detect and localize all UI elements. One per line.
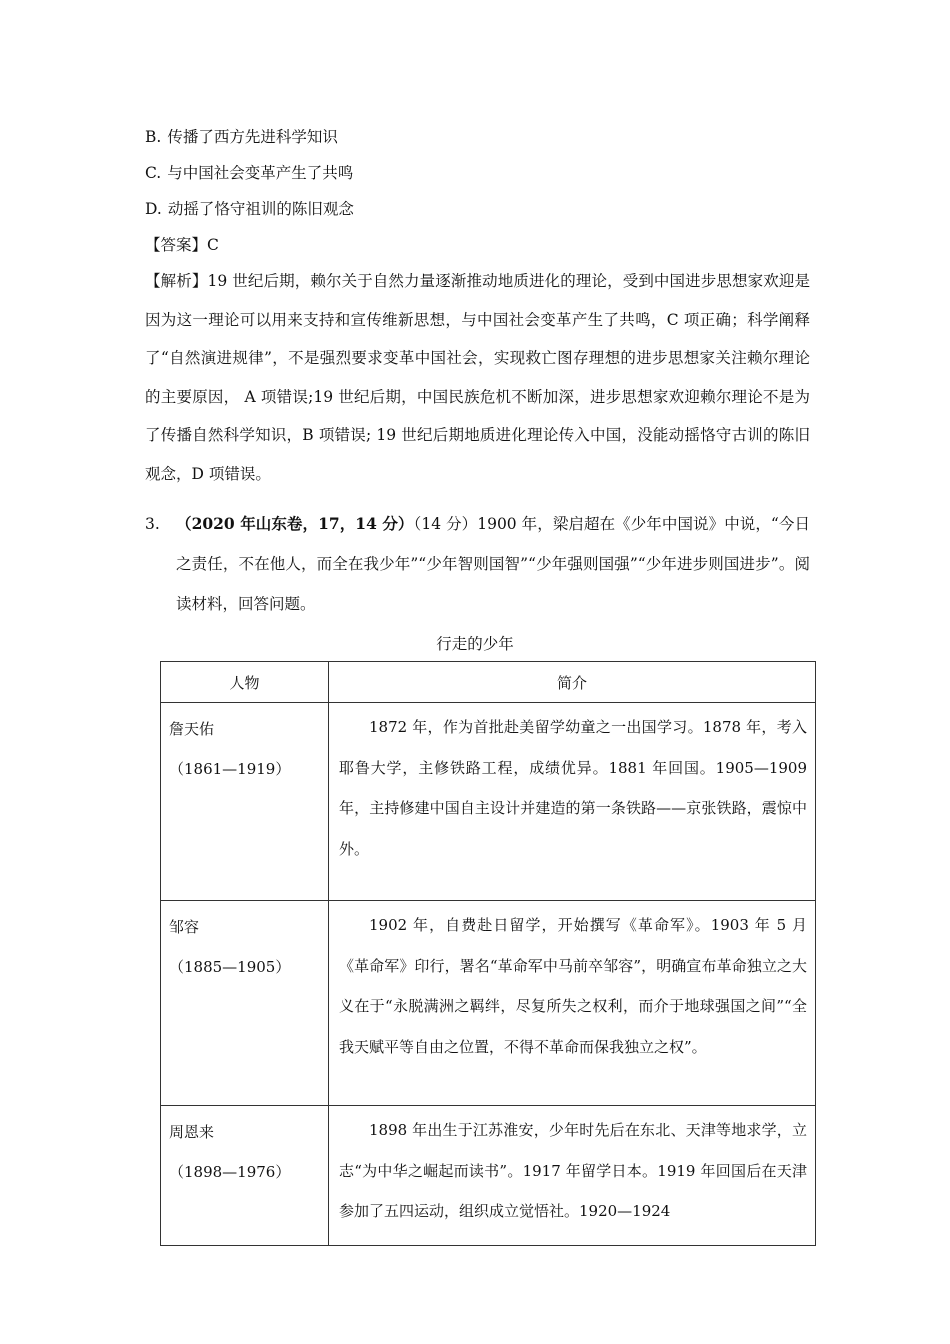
- header-person: 人物: [161, 662, 329, 703]
- answer-tag: 【答案】: [145, 236, 208, 254]
- person-name: 周恩来: [169, 1123, 215, 1141]
- answer: [145, 235, 219, 255]
- question-3: [145, 504, 810, 624]
- table-row: [161, 901, 816, 1106]
- table-row: [161, 703, 816, 901]
- intro-text: 1872 年，作为首批赴美留学幼童之一出国学习。1878 年，考入耶鲁大学，主修铁路工程，成绩优异。1881 年回国。1905—1909 年，主持修建中国自主设计并建造的第一条铁路——京张铁路，震惊中外。: [339, 718, 807, 858]
- intro-text: 1902 年，自费赴日留学，开始撰写《革命军》。1903 年 5 月《革命军》印行，署名“革命军中马前卒邹容”，明确宣布革命独立之大义在于“永脱满洲之羁绊，尽复所失之权利，而介于地球强国之间”“全我天赋平等自由之位置，不得不革命而保我独立之权”。: [339, 916, 807, 1056]
- intro-cell: [329, 901, 816, 1106]
- option-label: D.: [145, 200, 162, 218]
- person-cell: [161, 1106, 329, 1246]
- question-source: （2020 年山东卷，17，14 分）: [176, 514, 414, 533]
- option-label: C.: [145, 164, 162, 182]
- option-c: [145, 163, 353, 183]
- option-text: 动摇了恪守祖训的陈旧观念: [167, 200, 354, 218]
- person-cell: [161, 703, 329, 901]
- person-years: （1861—1919）: [169, 760, 291, 778]
- intro-cell: [329, 703, 816, 901]
- person-years: （1885—1905）: [169, 958, 291, 976]
- intro-text: 1898 年出生于江苏淮安，少年时先后在东北、天津等地求学，立志“为中华之崛起而读书”。1917 年留学日本。1919 年回国后在天津参加了五四运动，组织成立觉悟社。1920—1924: [339, 1121, 807, 1220]
- header-intro: 简介: [329, 662, 816, 703]
- intro-cell: [329, 1106, 816, 1246]
- table-caption: 行走的少年: [436, 635, 514, 653]
- table-row: [161, 1106, 816, 1246]
- answer-value: C: [207, 236, 219, 254]
- option-b: [145, 127, 338, 147]
- analysis-tag: 【解析】: [145, 272, 208, 290]
- option-text: 与中国社会变革产生了共鸣: [167, 164, 354, 182]
- person-cell: [161, 901, 329, 1106]
- people-table: [160, 661, 816, 1246]
- table-header-row: [161, 662, 816, 703]
- option-text: 传播了西方先进科学知识: [167, 128, 338, 146]
- person-years: （1898—1976）: [169, 1163, 291, 1181]
- analysis: [145, 262, 810, 493]
- question-text: （14 分）1900 年，梁启超在《少年中国说》中说，“今日之责任，不在他人，而全在我少年”“少年智则国智”“少年强则国强”“少年进步则国进步”。阅读材料，回答问题。: [176, 515, 811, 613]
- person-name: 邹容: [169, 918, 200, 936]
- person-name: 詹天佑: [169, 720, 215, 738]
- option-label: B.: [145, 128, 162, 146]
- question-number: 3.: [145, 515, 160, 533]
- option-d: [145, 199, 354, 219]
- analysis-text: 19 世纪后期，赖尔关于自然力量逐渐推动地质进化的理论，受到中国进步思想家欢迎是因为这一理论可以用来支持和宣传维新思想，与中国社会变革产生了共鸣，C 项正确；科学阐释了“自然演进规律”，不是强烈要求变革中国社会，实现救亡图存理想的进步思想家关注赖尔理论的主要原因， A 项错误;19 世纪后期，中国民族危机不断加深，进步思想家欢迎赖尔理论不是为了传播自然科学知识，B 项错误; 19 世纪后期地质进化理论传入中国，没能动摇恪守古训的陈旧观念，D 项错误。: [145, 272, 810, 483]
